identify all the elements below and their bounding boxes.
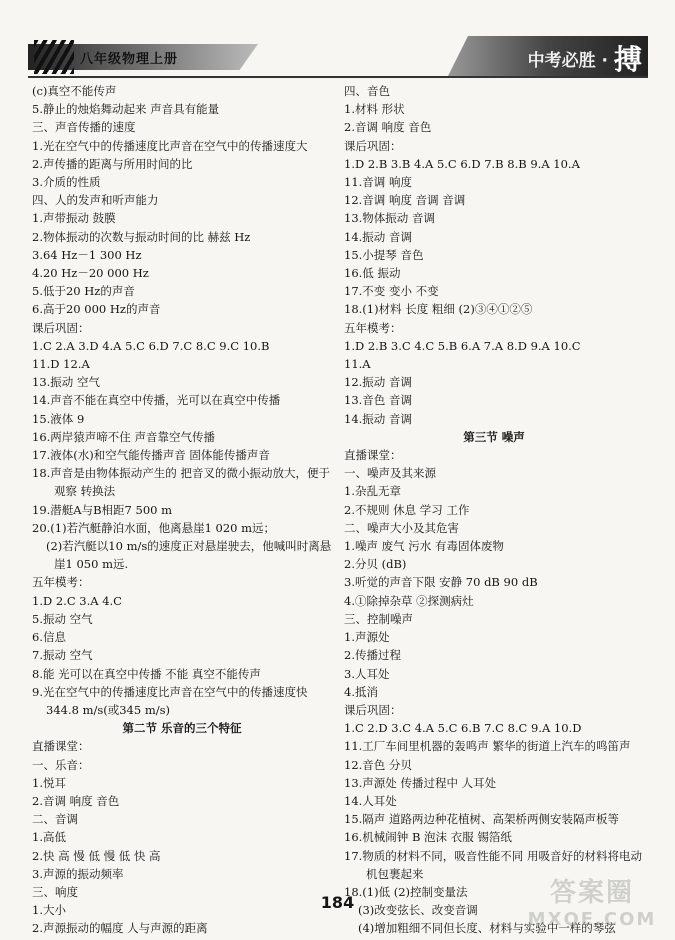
text-line: 4.抵消 [344, 684, 378, 699]
text-line: 18.(1)材料 长度 粗细 (2)③④①②⑤ [344, 302, 533, 317]
page-number: 184 [320, 893, 355, 912]
text-line: 3.64 Hz－1 300 Hz [32, 247, 142, 262]
watermark-top: 答案圈 [549, 878, 634, 908]
text-line: 2.声源振动的幅度 人与声源的距离 [32, 921, 208, 936]
answer-row: 1.D 2.C 3.A 4.C [32, 593, 122, 608]
section-heading: 四、音色 [344, 84, 390, 98]
text-line: 18.(1)低 (2)控制变量法 [344, 884, 468, 899]
answer-row: 11.A [344, 357, 371, 372]
page-header [28, 36, 648, 88]
text-line: 15.隔声 道路两边种花植树、高架桥两侧安装隔声板等 [344, 812, 619, 827]
text-line: 16.两岸猿声啼不住 声音靠空气传播 [32, 429, 215, 444]
text-line: 3.听觉的声音下限 安静 70 dB 90 dB [344, 575, 538, 590]
text-line: 15.小提琴 音色 [344, 247, 424, 262]
text-line: 12.振动 音调 [344, 375, 412, 390]
answer-row: 11.D 12.A [32, 357, 90, 372]
text-line: 5.静止的烛焰舞动起来 声音具有能量 [32, 102, 220, 117]
book-title: 八年级物理上册 [80, 52, 179, 67]
left-column [32, 82, 332, 938]
subsection-label: 五年模考： [344, 320, 402, 335]
text-line: 13.声源处 传播过程中 人耳处 [344, 775, 497, 790]
series-logo-char: 搏 [613, 43, 642, 76]
text-line: 7.振动 空气 [32, 648, 93, 663]
section-heading: 四、人的发声和听声能力 [32, 193, 159, 208]
text-line: 观察 转换法 [54, 484, 116, 499]
text-line: 13.音色 音调 [344, 393, 412, 408]
text-line: 17.不变 变小 不变 [344, 284, 439, 299]
subsection-label: 课后巩固： [344, 138, 402, 153]
text-line: 11.音调 响度 [344, 175, 412, 190]
text-line: 2.物体振动的次数与振动时间的比 赫兹 Hz [32, 229, 251, 244]
text-line: 1.声带振动 鼓膜 [32, 211, 116, 226]
text-line: 4.20 Hz－20 000 Hz [32, 266, 149, 281]
text-line: 1.高低 [32, 830, 66, 845]
text-line: 2.音调 响度 音色 [32, 793, 120, 808]
answer-row: 1.D 2.B 3.B 4.A 5.C 6.D 7.B 8.B 9.A 10.A [344, 156, 580, 171]
text-line: 1.光在空气中的传播速度比声音在空气中的传播速度大 [32, 138, 308, 153]
text-line: 机包裹起来 [366, 866, 424, 881]
text-line: 3.声源的振动频率 [32, 866, 124, 881]
text-line: 12.音色 分贝 [344, 757, 412, 772]
text-line: (3)改变弦长、改变音调 [358, 903, 478, 918]
subsection-label: 五年模考： [32, 575, 90, 590]
text-line: 2.声传播的距离与所用时间的比 [32, 156, 193, 171]
text-line: 2.音调 响度 音色 [344, 120, 432, 135]
text-line: 6.信息 [32, 630, 66, 645]
section-title: 第二节 乐音的三个特征 [122, 721, 242, 736]
text-line: (c)真空不能传声 [32, 84, 117, 98]
text-line: 11.工厂车间里机器的轰鸣声 繁华的街道上汽车的鸣笛声 [344, 739, 631, 754]
watermark-logo [517, 872, 667, 936]
text-line: 13.振动 空气 [32, 375, 100, 390]
text-line: 3.人耳处 [344, 666, 390, 681]
text-line: 3.介质的性质 [32, 175, 101, 190]
subsection-label: 直播课堂： [32, 739, 90, 754]
text-line: 崖1 050 m远. [54, 557, 129, 572]
text-line: 1.大小 [32, 903, 66, 918]
text-line: 4.①除掉杂草 ②探测病灶 [344, 593, 474, 608]
section-title: 第三节 噪声 [463, 429, 525, 444]
right-column [344, 82, 644, 938]
text-line: 14.人耳处 [344, 793, 397, 808]
subsection-label: 课后巩固： [344, 702, 402, 717]
text-line: 8.能 光可以在真空中传播 不能 真空不能传声 [32, 666, 261, 681]
header-rule [28, 76, 648, 78]
text-line: 5.低于20 Hz的声音 [32, 284, 135, 299]
text-line: 17.物质的材料不同，吸音性能不同 用吸音好的材料将电动 [344, 848, 642, 863]
text-line: 2.传播过程 [344, 648, 401, 663]
subsection-label: 直播课堂： [344, 448, 402, 463]
text-line: 6.高于20 000 Hz的声音 [32, 302, 161, 317]
header-stripes-decoration [34, 40, 74, 74]
section-heading: 二、噪声大小及其危害 [344, 520, 459, 535]
series-title: 中考必胜 · [527, 51, 608, 71]
text-line: 344.8 m/s(或345 m/s) [46, 702, 171, 717]
text-line: 9.光在空气中的传播速度比声音在空气中的传播速度快 [32, 684, 308, 699]
answer-row: 1.D 2.B 3.C 4.C 5.B 6.A 7.A 8.D 9.A 10.C [344, 338, 581, 353]
section-heading: 三、响度 [32, 884, 78, 899]
text-line: 1.材料 形状 [344, 102, 405, 117]
answer-row: 1.C 2.A 3.D 4.A 5.C 6.D 7.C 8.C 9.C 10.B [32, 338, 270, 353]
text-line: 14.振动 音调 [344, 411, 412, 426]
section-heading: 一、乐音： [32, 757, 90, 772]
section-heading: 一、噪声及其来源 [344, 466, 436, 481]
text-line: 1.杂乱无章 [344, 484, 401, 499]
text-line: 15.液体 9 [32, 411, 85, 426]
text-line: 1.声源处 [344, 630, 390, 645]
text-line: (4)增加粗细不同但长度、材料与实验中一样的琴弦 [358, 921, 616, 936]
answer-row: 1.C 2.D 3.C 4.A 5.C 6.B 7.C 8.C 9.A 10.D [344, 721, 582, 736]
text-line: 5.振动 空气 [32, 611, 93, 626]
text-line: 14.声音不能在真空中传播，光可以在真空中传播 [32, 393, 281, 408]
text-line: 20.(1)若汽艇静泊水面，他离悬崖1 020 m远； [32, 520, 276, 535]
text-line: 2.不规则 休息 学习 工作 [344, 502, 470, 517]
text-line: 2.快 高 慢 低 慢 低 快 高 [32, 848, 161, 863]
subsection-label: 课后巩固： [32, 320, 90, 335]
text-line: 16.机械闹钟 B 泡沫 衣服 锡箔纸 [344, 830, 512, 845]
text-line: (2)若汽艇以10 m/s的速度正对悬崖驶去，他喊叫时离悬 [46, 539, 332, 554]
text-line: 19.潜艇A与B相距7 500 m [32, 502, 173, 517]
text-line: 17.液体(水)和空气能传播声音 固体能传播声音 [32, 448, 270, 463]
text-line: 2.分贝 (dB) [344, 557, 407, 572]
section-heading: 三、控制噪声 [344, 611, 413, 626]
section-heading: 三、声音传播的速度 [32, 120, 136, 135]
text-line: 12.音调 响度 音调 音调 [344, 193, 466, 208]
watermark-bottom: MXQE.COM [527, 909, 657, 930]
section-heading: 二、音调 [32, 812, 78, 827]
text-line: 16.低 振动 [344, 266, 401, 281]
text-line: 1.悦耳 [32, 775, 66, 790]
text-line: 14.振动 音调 [344, 229, 412, 244]
text-line: 1.噪声 废气 污水 有毒固体废物 [344, 539, 504, 554]
text-line: 13.物体振动 音调 [344, 211, 435, 226]
text-line: 18.声音是由物体振动产生的 把音叉的微小振动放大，便于 [32, 466, 330, 481]
